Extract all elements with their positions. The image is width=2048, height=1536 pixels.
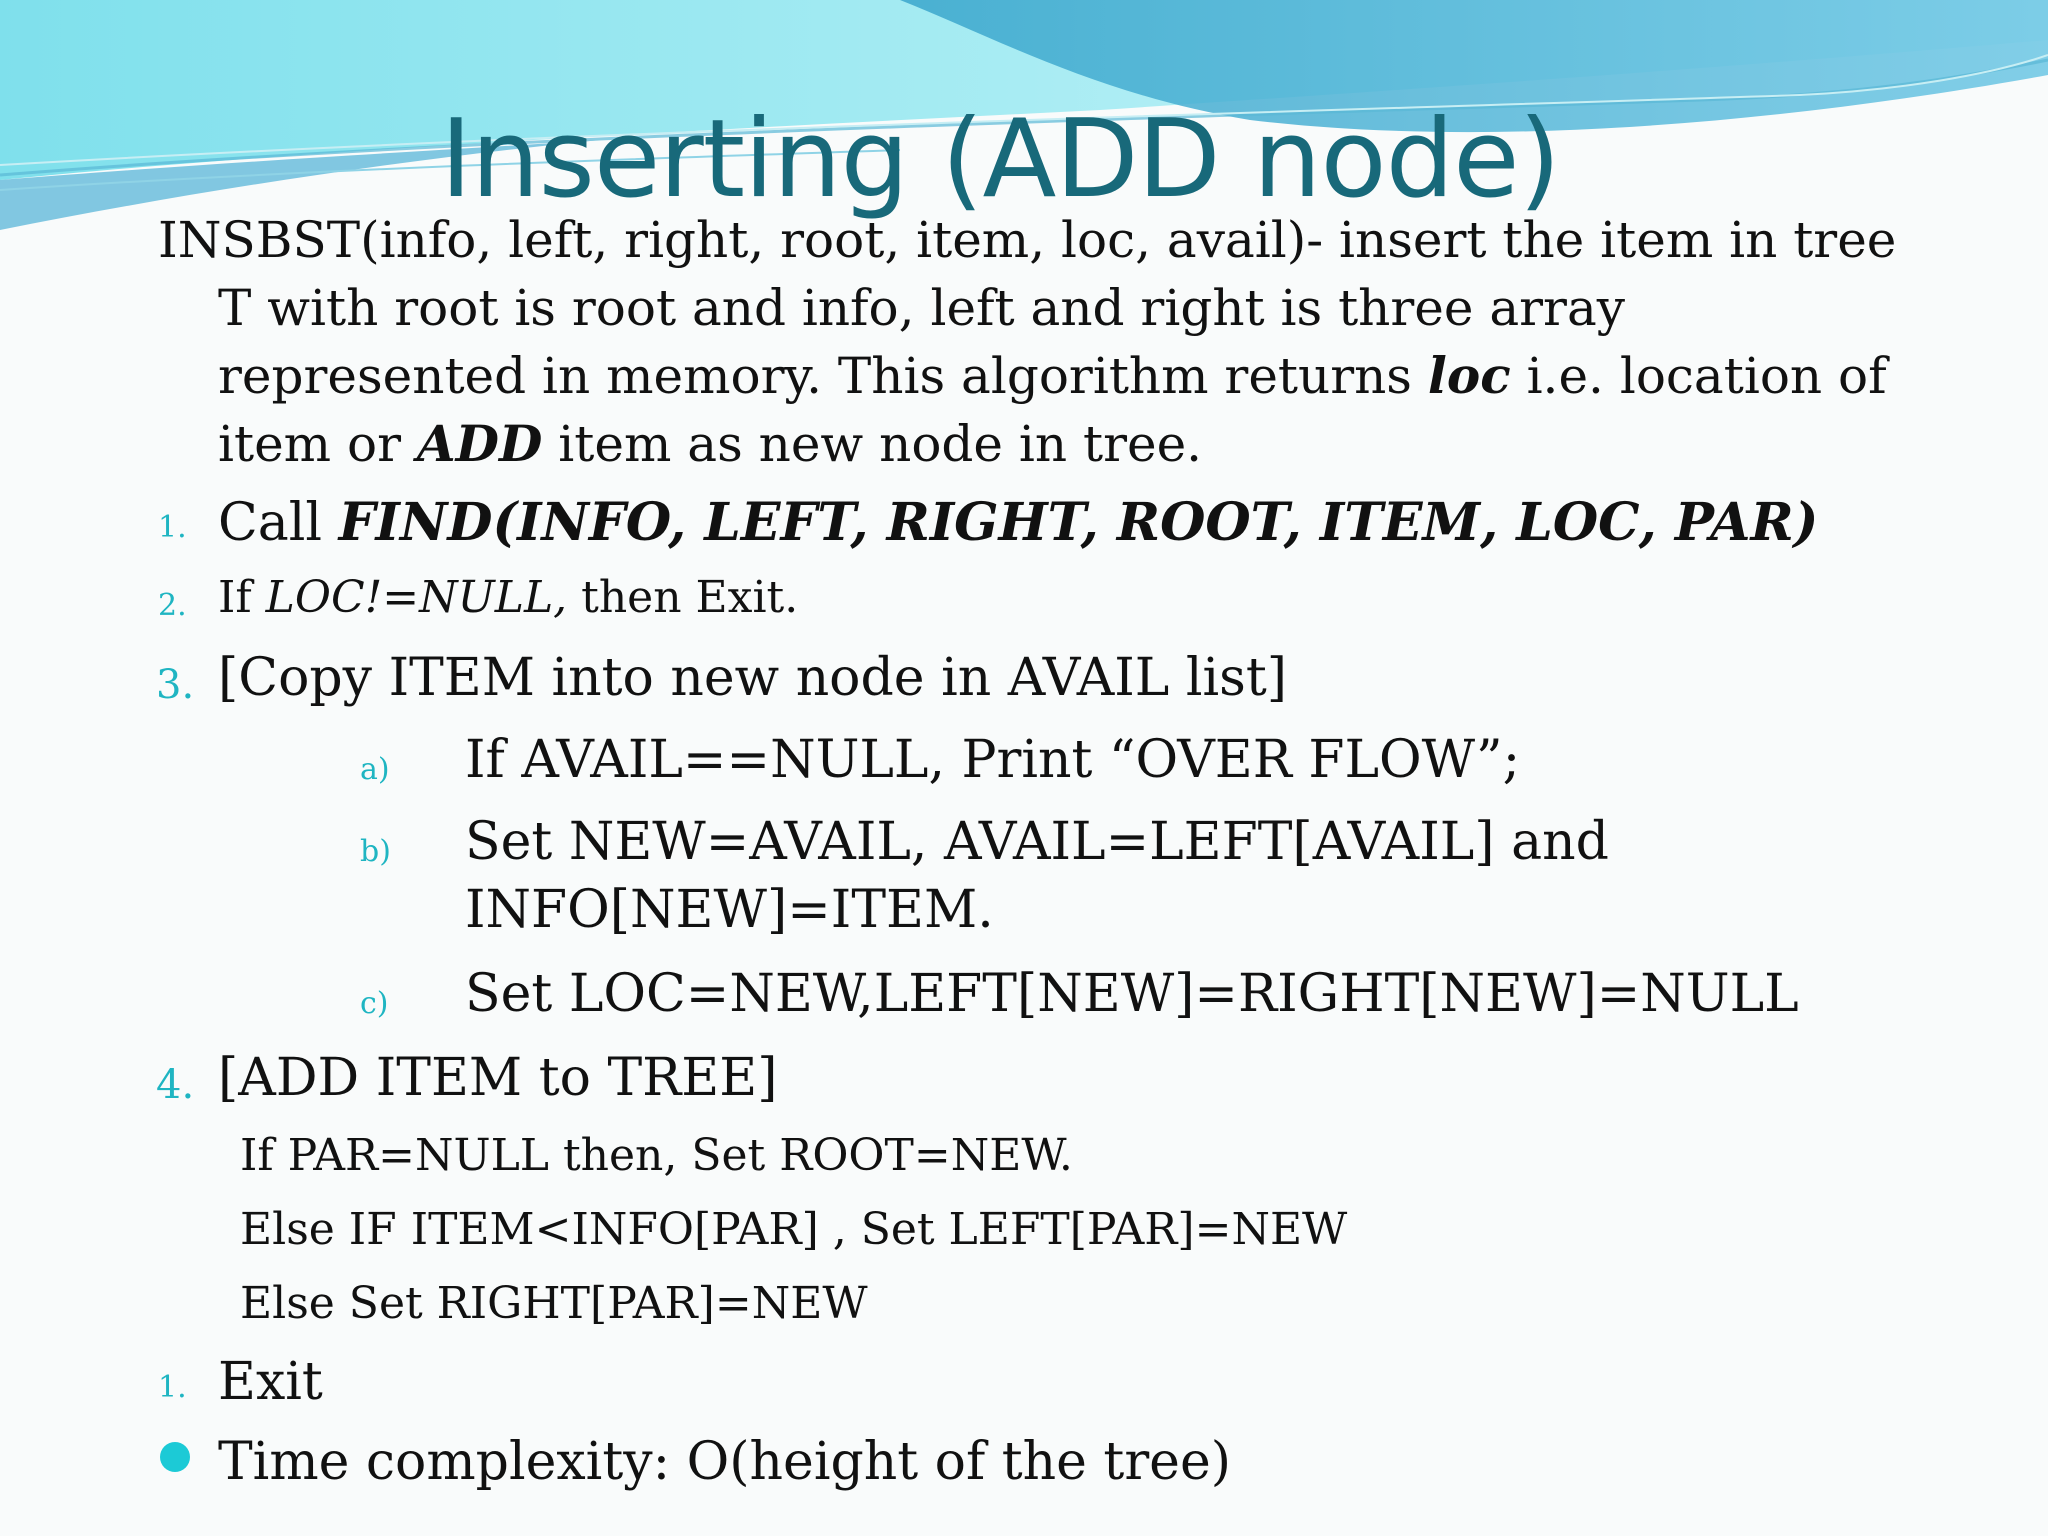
intro-line-4 bbox=[158, 410, 1958, 478]
substep-a-text: If AVAIL==NULL, Print “OVER FLOW”; bbox=[465, 730, 1521, 790]
step-3-text: [Copy ITEM into new node in AVAIL list] bbox=[218, 648, 1287, 708]
step-number-4: 4. bbox=[156, 1062, 195, 1108]
substep-label-b: b) bbox=[360, 834, 391, 869]
intro-line-4-end: item as new node in tree. bbox=[542, 415, 1203, 473]
step-4-text: [ADD ITEM to TREE] bbox=[218, 1048, 778, 1108]
step-number-exit: 1. bbox=[158, 1370, 187, 1405]
step-1-call: FIND(INFO, LEFT, RIGHT, ROOT, ITEM, LOC, PAR) bbox=[338, 492, 1819, 553]
time-complexity-text: Time complexity: O(height of the tree) bbox=[218, 1432, 1232, 1492]
exit-text: Exit bbox=[218, 1352, 323, 1412]
intro-line-4-text: item or bbox=[218, 415, 417, 473]
step-1-text bbox=[218, 492, 1818, 553]
substep-b-text: Set NEW=AVAIL, AVAIL=LEFT[AVAIL] and bbox=[465, 812, 1609, 872]
substep-c-text: Set LOC=NEW,LEFT[NEW]=RIGHT[NEW]=NULL bbox=[465, 964, 1799, 1024]
intro-line-3-end: i.e. location of bbox=[1510, 347, 1887, 405]
add-keyword: ADD bbox=[416, 414, 543, 473]
bullet-dot-icon bbox=[160, 1442, 190, 1472]
add-line-1: If PAR=NULL then, Set ROOT=NEW. bbox=[240, 1130, 1073, 1181]
intro-paragraph bbox=[158, 206, 1958, 478]
slide-title: Inserting (ADD node) bbox=[440, 97, 1560, 222]
intro-line-3-text: represented in memory. This algorithm returns bbox=[218, 347, 1428, 405]
add-line-2: Else IF ITEM<INFO[PAR] , Set LEFT[PAR]=NEW bbox=[240, 1204, 1348, 1255]
intro-line-1: INSBST(info, left, right, root, item, loc, avail)- insert the item in tree bbox=[158, 211, 1897, 269]
loc-keyword: loc bbox=[1427, 346, 1511, 405]
substep-label-a: a) bbox=[360, 752, 390, 787]
step-number-2: 2. bbox=[158, 588, 187, 623]
substep-label-c: c) bbox=[360, 986, 389, 1021]
step-2-pre: If bbox=[218, 572, 266, 623]
step-number-1: 1. bbox=[158, 510, 187, 545]
step-1-pre: Call bbox=[218, 493, 339, 553]
add-line-3: Else Set RIGHT[PAR]=NEW bbox=[240, 1278, 868, 1329]
step-2-post: then Exit. bbox=[567, 572, 799, 623]
step-number-3: 3. bbox=[156, 662, 195, 708]
intro-line-2: T with root is root and info, left and right is three array bbox=[218, 279, 1626, 337]
substep-b-text-2: INFO[NEW]=ITEM. bbox=[465, 880, 994, 940]
step-2-text bbox=[218, 572, 798, 623]
step-2-cond: LOC!=NULL, bbox=[265, 572, 568, 623]
intro-line-3 bbox=[158, 342, 1958, 410]
